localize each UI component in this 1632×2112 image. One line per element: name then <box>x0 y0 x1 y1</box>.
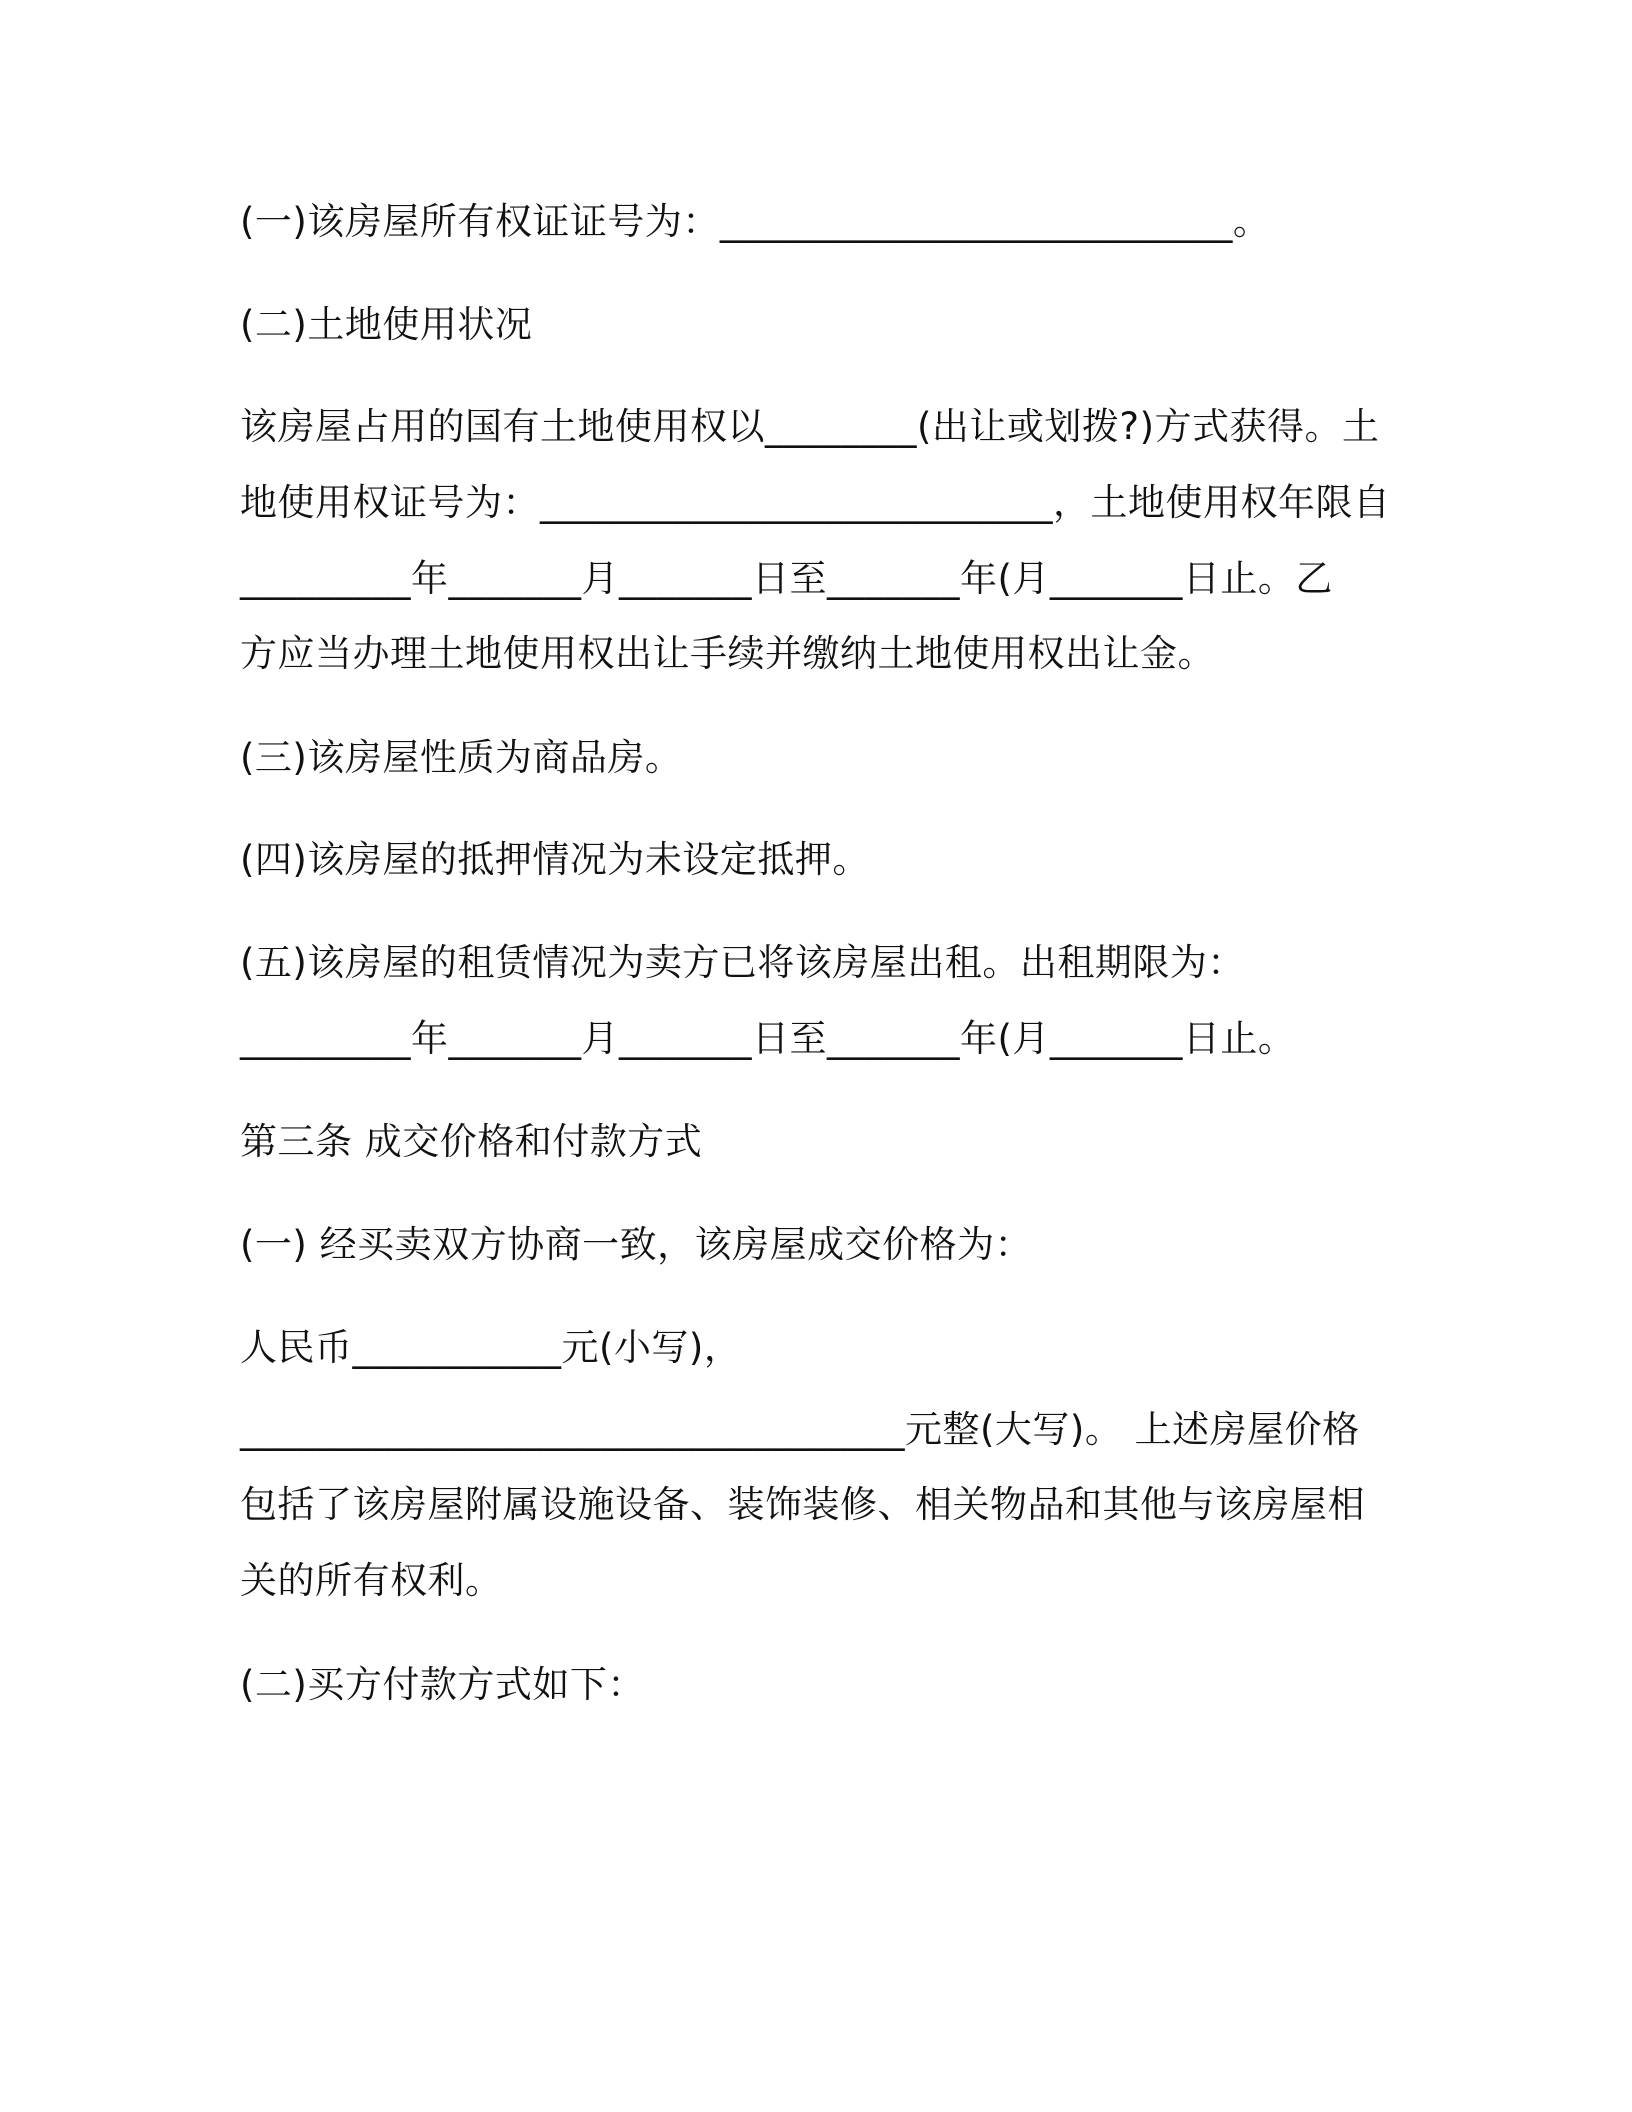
clause-4-mortgage-status: (四)该房屋的抵押情况为未设定抵押。 <box>240 838 870 881</box>
clause-2-land-use-heading: (二)土地使用状况 <box>240 303 533 346</box>
clause-5-lease-status-line-2: _________年_______月_______日至_______年(月_______日止。 <box>240 1017 1296 1060</box>
price-paragraph-line-1: ___________________________________元整(大写)。 上述房屋价格 <box>240 1408 1360 1451</box>
clause-1-certificate-number: (一)该房屋所有权证证号为：___________________________。 <box>240 200 1271 243</box>
land-use-paragraph-line-3: _________年_______月_______日至_______年(月_______日止。乙 <box>240 557 1333 600</box>
price-paragraph-line-2: 包括了该房屋附属设施设备、装饰装修、相关物品和其他与该房屋相 <box>240 1483 1365 1526</box>
land-use-paragraph-line-2: 地使用权证号为：___________________________，土地使用权年限自 <box>240 481 1391 524</box>
price-rmb-lowercase: 人民币___________元(小写)， <box>240 1326 742 1369</box>
land-use-paragraph-line-4: 方应当办理土地使用权出让手续并缴纳土地使用权出让金。 <box>240 632 1215 675</box>
land-use-paragraph-line-1: 该房屋占用的国有土地使用权以________(出让或划拨?)方式获得。土 <box>240 405 1380 448</box>
clause-3-property-nature: (三)该房屋性质为商品房。 <box>240 736 683 779</box>
article-3-heading: 第三条 成交价格和付款方式 <box>240 1120 703 1163</box>
price-clause-1-intro: (一) 经买卖双方协商一致，该房屋成交价格为： <box>240 1223 1033 1266</box>
price-paragraph-line-3: 关的所有权利。 <box>240 1559 503 1602</box>
price-clause-2-payment-method: (二)买方付款方式如下： <box>240 1663 645 1706</box>
clause-5-lease-status-line-1: (五)该房屋的租赁情况为卖方已将该房屋出租。出租期限为： <box>240 941 1245 984</box>
